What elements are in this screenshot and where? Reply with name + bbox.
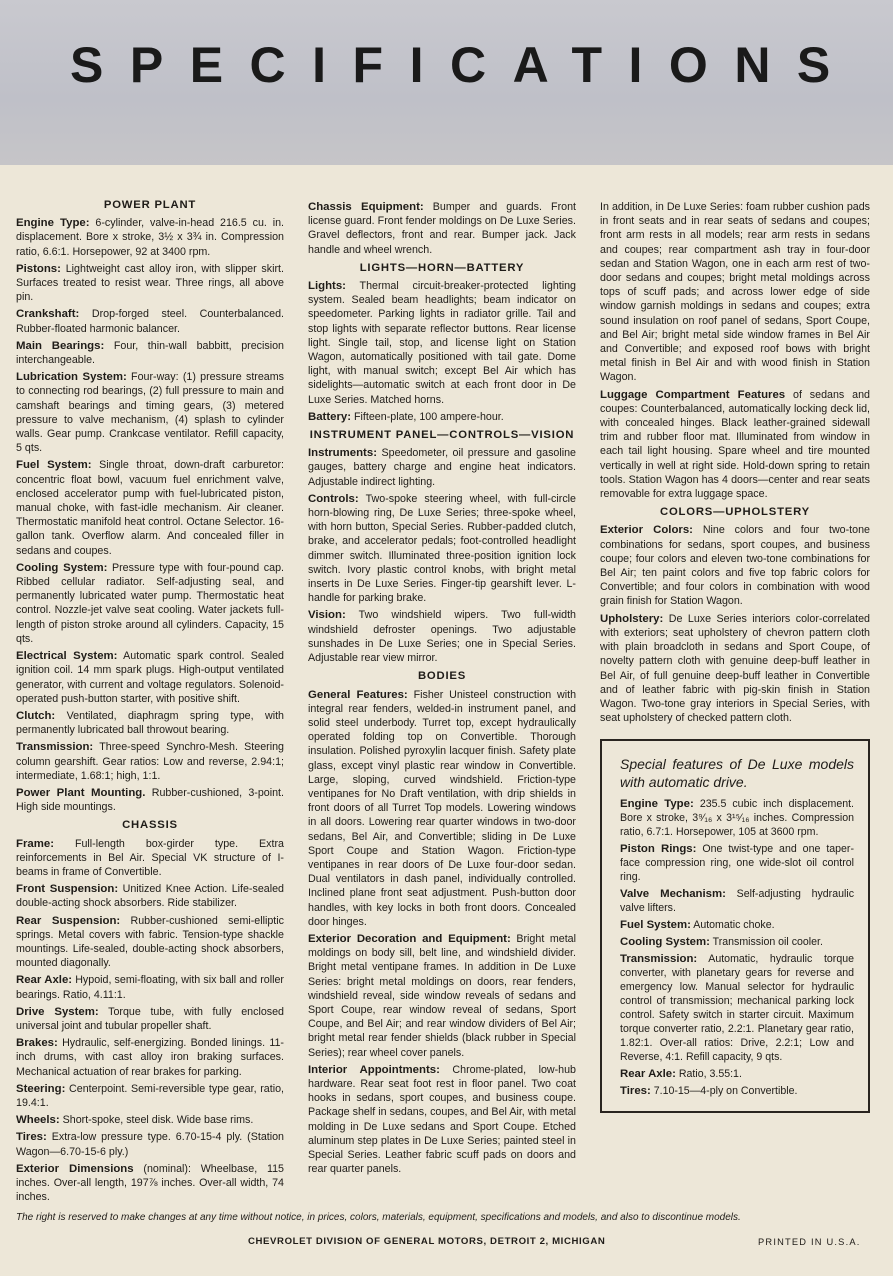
- spec-exterior-dimensions: [16, 1162, 284, 1205]
- spec-label: Pistons:: [16, 262, 61, 275]
- spec-label: Battery:: [308, 410, 352, 423]
- spec-text: Automatic, hydraulic torque converter, with planetary gears for reverse and emergency low. Manual selector for hydraulic control of transmission; mechanical parking lock control. Safety switch in starter circuit. Maximum torque converter ratio, 2.2:1. Planetary gear ratio, 1.82:1. Over-all ratios: Drive, 2.2:1; Low and Reverse, 4:1. Refill capacity, 9 qts.: [620, 953, 854, 1064]
- spec-label: Cooling System:: [620, 936, 710, 949]
- spec-text: Hydraulic, self-energizing. Bonded linings. 11-inch drums, with cast alloy iron braking surfaces. Mechanical actuation of rear brakes for parking.: [16, 1037, 284, 1078]
- spec-text: Ratio, 3.55:1.: [675, 1068, 742, 1081]
- spec-text: Nine colors and four two-tone combinations for sedans, sport coupes, and business coupe; four colors and eleven two-tone combinations for Bel Air; ten paint colors and five top fabric colors for Convertible; and four colors in combination with wood grain finish for Station Wagon.: [600, 524, 870, 608]
- box-spec-transmission: [620, 952, 854, 1064]
- spec-crankshaft: [16, 307, 284, 335]
- spec-label: Fuel System:: [620, 919, 691, 932]
- spec-electrical-system: [16, 649, 284, 706]
- spec-text: Fisher Unisteel construction with integral rear fenders, welded-in instrument panel, and solid steel underbody. Turret top, except hydraulically operated folding top on Convertible. Thorough insulation. Polished pyroxylin lacquer finish. Safety plate glass, except vinyl plastic rear window in Convertible. Large, sloping, curved windshield. Friction-type ventipanes for No Draft ventilation, with drip shields in front doors of all Turret Top models. Lowering windows in all doors. Lowering rear quarter windows in two-door sedans, Bel Air, and Convertible; sliding in De Luxe Sport Coupe and Station Wagon. Friction-type ventipanes in rear doors of De Luxe four-door sedan. Dual ventilators in dash panel, individually controlled. Inclined plane front seat adjustment. Push-button door handles, with key locks in both front doors. Concealed door hinges.: [308, 688, 577, 928]
- spec-upholstery: [600, 612, 870, 726]
- spec-text: Chrome-plated, low-hub hardware. Rear seat foot rest in floor panel. Two coat hooks in sedans, sport coupes, and business coupe. Package shelf in sedans, coupes, and Bel Air, with metal molding in De Luxe sedans and Sport Coupe. Etched aluminum step plates in De Luxe Series; painted steel in Special Series. Leather fabric scuff pads on doors and rear quarter panels.: [308, 1063, 576, 1176]
- spec-text: Self-adjusting hydraulic valve lifters.: [620, 888, 854, 915]
- spec-text: Centerpoint. Semi-reversible type gear, ratio, 19.4:1.: [16, 1082, 284, 1109]
- spec-text: Thermal circuit-breaker-protected lighting system. Sealed beam headlights; beam indicator on speedometer. Parking lights in radiator grille. Tail and stop lights with separate reflector buttons. Rear license light. Single tail, stop, and license light on Station Wagon, automatically positioned with tail gate. Dome light, with manual switch; except Bel Air which has sidelights—automatic switch at each front door in De Luxe Series. Matched horns.: [308, 280, 576, 406]
- section-heading-bodies: BODIES: [417, 670, 467, 683]
- spec-text: Hypoid, semi-floating, with six ball and roller bearings. Ratio, 4.11:1.: [16, 974, 284, 1001]
- spec-controls: [308, 492, 576, 606]
- spec-frame: [16, 837, 284, 880]
- spec-lubrication: [16, 370, 284, 455]
- spec-text: 7.10-15—4-ply on Convertible.: [650, 1085, 798, 1098]
- spec-text: De Luxe Series interiors color-correlated with exteriors; seat upholstery of chevron pattern cloth with plain broadcloth in sedans and Sport Coupe, of novelty pattern cloth with genuine deep-buff leather in Bel Air, of full genuine deep-buff leather in Convertible and of leather fabric with pig-skin finish in Station Wagon. Two-tone gray interiors in Special Series, with seat upholstery of checked pattern cloth.: [600, 612, 870, 725]
- header-band: [0, 0, 893, 165]
- spec-label: Rear Axle:: [16, 974, 73, 987]
- spec-label: Upholstery:: [600, 612, 664, 625]
- automatic-drive-box: [600, 739, 870, 1113]
- spec-label: Exterior Colors:: [600, 524, 693, 537]
- spec-label: Fuel System:: [16, 459, 92, 472]
- spec-label: Exterior Dimensions: [16, 1162, 134, 1175]
- spec-label: Chassis Equipment:: [308, 201, 424, 213]
- spec-label: Transmission:: [620, 953, 698, 966]
- column-3: [600, 200, 870, 1113]
- spec-wheels: [16, 1113, 284, 1127]
- spec-engine-type: [16, 216, 284, 259]
- spec-brakes: [16, 1036, 284, 1079]
- spec-text: One twist-type and one taper-face compression ring, one wide-slot oil control ring.: [620, 843, 854, 884]
- page-title: SPECIFICATIONS: [70, 37, 857, 93]
- spec-text: Fifteen-plate, 100 ampere-hour.: [351, 410, 504, 423]
- spec-text: Torque tube, with fully enclosed universal joint and tubular propeller shaft.: [16, 1005, 284, 1032]
- box-spec-valve-mechanism: [620, 887, 854, 915]
- spec-lights: [308, 279, 576, 407]
- spec-text: Extra-low pressure type. 6.70-15-4 ply. (Station Wagon—6.70-15-6 ply.): [16, 1131, 284, 1158]
- footer-division: CHEVROLET DIVISION OF GENERAL MOTORS, DETROIT 2, MICHIGAN: [248, 1236, 606, 1247]
- spec-label: Luggage Compartment Features: [600, 388, 786, 401]
- spec-label: Crankshaft:: [16, 308, 80, 321]
- spec-text: Full-length box-girder type. Extra reinforcements in Bel Air. Special VK structure of I-beams in frame of Convertible.: [16, 837, 284, 878]
- spec-chassis-equipment: [308, 200, 576, 257]
- spec-label: Steering:: [16, 1082, 66, 1095]
- section-heading-power-plant: POWER PLANT: [103, 199, 197, 211]
- spec-label: Wheels:: [16, 1114, 60, 1127]
- spec-front-suspension: [16, 882, 284, 910]
- spec-text: (nominal): Wheelbase, 115 inches. Over-all length, 197⅞ inches. Over-all width, 74 inches.: [16, 1162, 284, 1204]
- spec-text: Three-speed Synchro-Mesh. Steering column gearshift. Gear ratios: Low and reverse, 2.94:1; intermediate, 1.68:1; high, 1:1.: [16, 741, 284, 782]
- spec-text: Rubber-cushioned semi-elliptic springs. Metal covers with fabric. Tension-type shackle mountings. Life-sealed, double-acting shock absorbers, mounted diagonally.: [16, 914, 284, 970]
- spec-text: Bright metal moldings on body sill, belt line, and windshield divider. Bright metal ventipane frames. In addition in De Luxe Series: bright metal moldings on doors, rear fenders, windshield reveal, side window reveals of sedans and Sport Coupe, rear window reveal of sedans, Sport Coupe, and Bel Air; and rear window dividers of Bel Air; bright metal rear fender shields (black rubber in Special Series); rear wheel cover panels.: [308, 932, 576, 1059]
- column-2: [308, 200, 576, 1179]
- spec-label: Engine Type:: [16, 217, 90, 230]
- spec-label: Transmission:: [16, 741, 94, 754]
- spec-rear-axle: [16, 973, 284, 1001]
- spec-label: Exterior Decoration and Equipment:: [308, 932, 511, 945]
- spec-main-bearings: [16, 339, 284, 367]
- spec-text: Four-way: (1) pressure streams to connecting rod bearings, (2) full pressure to main and camshaft bearings and timing gears, (3) metered pressure to valve mechanism, (4) splash to cylinder walls. Gear pump. Crankcase ventilator. Refill capacity, 5 qts.: [16, 371, 284, 455]
- section-heading-instrument-panel: INSTRUMENT PANEL—CONTROLS—VISION: [309, 429, 575, 442]
- spec-text: Speedometer, oil pressure and gasoline gauges, battery charge and engine heat indicators. Adjustable indirect lighting.: [308, 447, 576, 488]
- box-title: Special features of De Luxe models with automatic drive.: [620, 756, 854, 791]
- spec-label: Power Plant Mounting.: [16, 786, 146, 799]
- spec-label: Front Suspension:: [16, 883, 119, 896]
- box-spec-tires: [620, 1084, 854, 1098]
- spec-text: Ventilated, diaphragm spring type, with permanently lubricated ball throwout bearing.: [16, 709, 284, 737]
- spec-label: Clutch:: [16, 709, 56, 722]
- spec-label: Tires:: [16, 1131, 47, 1144]
- spec-label: Cooling System:: [16, 561, 108, 574]
- spec-text: Two-spoke steering wheel, with full-circle horn-blowing ring, De Luxe Series; three-spoke wheel, with horn button, Special Series. Rubber-padded clutch, brake, and accelerator pedals; foot-controlled headlight dimmer switch. Illuminated three-position ignition lock switch. Ivory plastic control knobs, with bright metal inserts in De Luxe Series. Finger-tip gearshift lever. L-handle for parking brake.: [308, 492, 576, 605]
- spec-instruments: [308, 446, 576, 489]
- spec-text: Automatic choke.: [690, 919, 775, 932]
- spec-label: Lubrication System:: [16, 371, 127, 384]
- section-heading-chassis: CHASSIS: [122, 819, 178, 832]
- spec-label: Controls:: [308, 492, 359, 505]
- spec-text: Unitized Knee Action. Life-sealed double-acting shock absorbers. Ride stabilizer.: [16, 883, 284, 910]
- spec-text: Single throat, down-draft carburetor: concentric float bowl, vacuum fuel enrichment valve, enclosed accelerator pump with fuel-lubricated piston, manual choke, with fast-idle mechanism. Air cleaner. Thermostatic manifold heat control. Octane Selector. 16-gallon tank. Overflow alarm. And concealed filler in sedans and coupes.: [16, 459, 284, 557]
- spec-tires: [16, 1130, 284, 1158]
- spec-exterior-decoration: [308, 932, 576, 1060]
- box-spec-piston-rings: [620, 842, 854, 884]
- spec-label: Tires:: [620, 1085, 651, 1098]
- section-heading-colors: COLORS—UPHOLSTERY: [659, 506, 810, 519]
- spec-label: Valve Mechanism:: [620, 888, 726, 901]
- spec-cooling-system: [16, 561, 284, 646]
- spec-label: Instruments:: [308, 447, 377, 460]
- spec-steering: [16, 1082, 284, 1110]
- spec-deluxe-addition: In addition, in De Luxe Series: foam rubber cushion pads in front seats and in rear seats of sedans and coupes; front arm rests in all models; rear arm rests in sedans and coupes; rear compartment ash tray in four-door sedan and Station Wagon, one in each arm rest of two-door sedans and coupes; bright metal moldings across tops of scuff pads; and across lower edge of side window garnish moldings in sedans and coupes; extra sound insulation on roof panel of sedans, Sport Coupe, and Bel Air; bright metal side window frames in Bel Air and Convertible; and exposed roof bows with bright metal finish in Bel Air and with wood finish in Station Wagon.: [600, 201, 870, 384]
- box-spec-fuel-system: [620, 918, 854, 932]
- spec-interior-appointments: [308, 1063, 576, 1177]
- spec-text: Short-spoke, steel disk. Wide base rims.: [59, 1114, 254, 1127]
- spec-text: Automatic spark control. Sealed ignition coil. 14 mm spark plugs. High-output ventilated generator, with current and voltage regulators. Solenoid-operated push-button starter, with positive shift.: [16, 650, 284, 705]
- spec-text: Four, thin-wall babbitt, precision interchangeable.: [16, 339, 284, 367]
- spec-text: Drop-forged steel. Counterbalanced. Rubber-floated harmonic balancer.: [16, 308, 284, 335]
- spec-label: Vision:: [308, 609, 346, 622]
- box-spec-cooling-system: [620, 935, 854, 949]
- spec-text: Transmission oil cooler.: [709, 936, 823, 949]
- spec-text: Rubber-cushioned, 3-point. High side mountings.: [16, 786, 284, 814]
- spec-pistons: [16, 262, 284, 305]
- spec-general-features: [308, 688, 576, 929]
- footer-disclaimer: The right is reserved to make changes at any time without notice, in prices, colors, materials, equipment, specifications and models, and also to discontinue models.: [16, 1212, 741, 1223]
- spec-label: Interior Appointments:: [308, 1063, 440, 1076]
- spec-text: Two windshield wipers. Two full-width windshield defroster openings. Two adjustable sunshades in De Luxe Series; one in Special Series. Adjustable rear view mirror.: [308, 609, 576, 665]
- spec-text: of sedans and coupes: Counterbalanced, automatically locking deck lid, with concealed hinges. Black leather-grained sidewall trim and rubber floor mat. Illuminated from window in each tail light housing. Spare wheel and tire mounted vertically in well at right side. Hold-down spring to retain tools. Station Wagon has 4 doors—center and rear seats removable for extra luggage space.: [600, 388, 870, 501]
- spec-rear-suspension: [16, 914, 284, 971]
- spec-battery: [308, 410, 576, 424]
- spec-transmission: [16, 740, 284, 783]
- spec-label: Brakes:: [16, 1037, 58, 1050]
- spec-drive-system: [16, 1005, 284, 1033]
- spec-label: General Features:: [308, 688, 408, 701]
- spec-text: Bumper and guards. Front license guard. Front fender moldings on De Luxe Series. Gravel deflectors, front and rear. Bumper jack. Jack handle and wheel wrench.: [308, 201, 576, 256]
- footer-printed: PRINTED IN U.S.A.: [758, 1237, 861, 1247]
- spec-text: Lightweight cast alloy iron, with slipper skirt. Surfaces treated to resist wear. Three rings, all above pin.: [16, 262, 284, 304]
- spec-label: Main Bearings:: [16, 339, 105, 352]
- spec-vision: [308, 608, 576, 665]
- column-1: [16, 198, 284, 1207]
- spec-text: Pressure type with four-pound cap. Ribbed cellular radiator. Self-adjusting seal, and permanently lubricated water pump. Thermostatic heat control. Nozzle-jet valve seat cooling. Water jackets full-length of piston stroke around all cylinders. Capacity, 15 qts.: [16, 561, 284, 645]
- spec-label: Electrical System:: [16, 650, 118, 663]
- spec-luggage-compartment: [600, 388, 870, 502]
- spec-label: Frame:: [16, 837, 54, 850]
- spec-exterior-colors: [600, 523, 870, 608]
- spec-label: Engine Type:: [620, 798, 694, 811]
- spec-clutch: [16, 709, 284, 737]
- box-spec-rear-axle: [620, 1067, 854, 1081]
- spec-text: 6-cylinder, valve-in-head 216.5 cu. in. displacement. Bore x stroke, 3½ x 3¾ in. Compression ratio, 6.6:1. Horsepower, 92 at 3400 rpm.: [16, 217, 284, 258]
- spec-text: 235.5 cubic inch displacement. Bore x stroke, 3⁹⁄₁₆ x 3¹⁵⁄₁₆ inches. Compression ratio, 6.7:1. Horsepower, 105 at 3600 rpm.: [620, 798, 855, 839]
- spec-power-plant-mounting: [16, 786, 284, 814]
- spec-label: Piston Rings:: [620, 843, 697, 856]
- spec-label: Drive System:: [16, 1005, 99, 1018]
- spec-fuel-system: [16, 458, 284, 557]
- section-heading-lights: LIGHTS—HORN—BATTERY: [359, 261, 525, 274]
- spec-label: Lights:: [308, 280, 346, 293]
- spec-label: Rear Axle:: [620, 1068, 676, 1081]
- box-spec-engine-type: [620, 797, 854, 839]
- spec-label: Rear Suspension:: [16, 914, 121, 927]
